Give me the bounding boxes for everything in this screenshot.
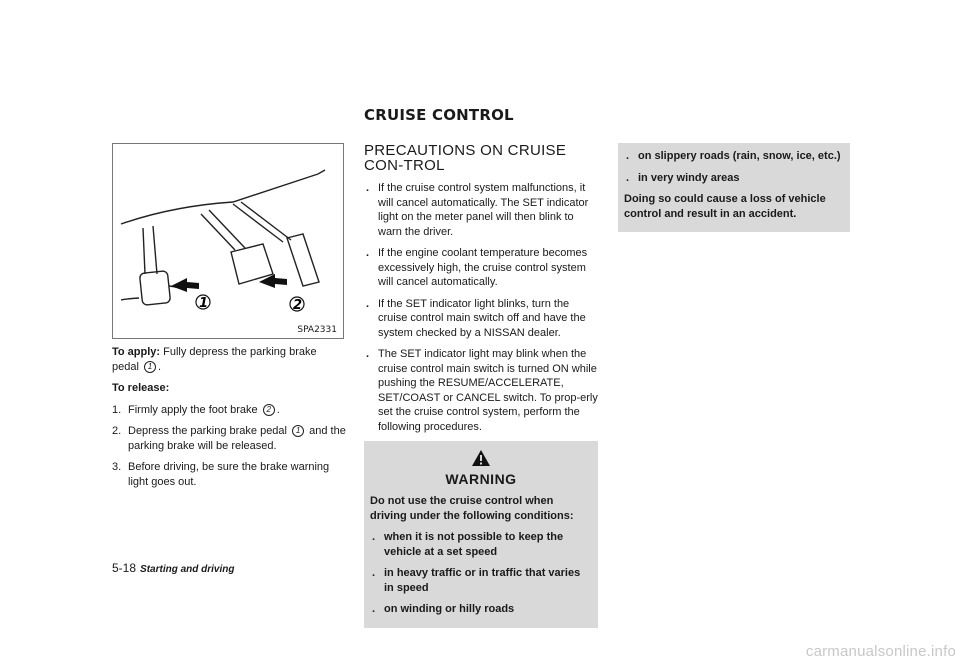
list-item: 3. Before driving, be sure the brake warning light goes out. — [112, 461, 330, 488]
warning-header — [370, 449, 592, 486]
warning-triangle-icon — [471, 449, 491, 472]
list-item: . in very windy areas — [626, 171, 740, 184]
precautions-section — [364, 143, 598, 628]
list-item: . on winding or hilly roads — [372, 603, 515, 615]
parking-brake-instructions — [112, 345, 346, 496]
warning-continued — [618, 143, 850, 232]
list-item: . The SET indicator light may blink when the cruise control main switch is turned ON while pushing the RESUME/ACCELERATE, SET/COAST or CANCEL switch. To prop-erly set the cruise control system, perform the following procedures. — [366, 348, 598, 433]
list-item: . If the SET indicator light blinks, turn the cruise control main switch off and have the system checked by a NISSAN dealer. — [366, 297, 586, 339]
callout-2: 2 — [293, 298, 303, 313]
figure-code: SPA2331 — [297, 325, 337, 335]
precautions-list — [364, 181, 598, 434]
list-item: . on slippery roads (rain, snow, ice, etc.) — [626, 150, 841, 162]
pedal-drawing — [113, 144, 343, 338]
list-item: . If the engine coolant temperature becomes excessively high, the cruise control system will cancel automatically. — [366, 247, 588, 288]
apply-text: Fully depress the parking brake pedal — [112, 346, 317, 373]
warning-box — [364, 441, 598, 628]
page-number: 5-18 — [112, 561, 137, 575]
warning-list — [370, 530, 592, 617]
warning-box-continued — [618, 143, 850, 232]
warning-intro: Do not use the cruise control when driving under the following conditions: — [370, 495, 574, 522]
callout-ref: 1 — [144, 361, 156, 373]
callout-ref: 1 — [292, 425, 304, 437]
precautions-heading: PRECAUTIONS ON CRUISE CON-TROL — [364, 142, 567, 174]
warning-title: WARNING — [445, 470, 517, 487]
list-item: . If the cruise control system malfunctions, it will cancel automatically. The SET indicator light on the meter panel will then blink to warn the driver. — [366, 182, 589, 238]
apply-paragraph: To apply: Fully depress the parking brake pedal 1 . — [112, 346, 317, 373]
section-title: CRUISE CONTROL — [364, 106, 514, 124]
page-footer — [112, 561, 234, 575]
footer-section: Starting and driving — [140, 564, 235, 575]
apply-label: To apply: — [112, 346, 161, 358]
callout-ref: 2 — [263, 404, 275, 416]
warning-list-continued — [624, 149, 844, 185]
watermark: carmanualsonline.info — [805, 643, 956, 660]
list-item: . in heavy traffic or in traffic that varies in speed — [372, 567, 581, 594]
release-steps — [112, 403, 346, 490]
list-item: 1. Firmly apply the foot brake 2 . — [112, 403, 280, 416]
list-item: 2. Depress the parking brake pedal 1 and the parking brake will be released. — [112, 425, 346, 452]
release-label: To release: — [112, 382, 170, 394]
warning-closing: Doing so could cause a loss of vehicle control and result in an accident. — [624, 193, 826, 220]
pedal-illustration — [112, 143, 344, 339]
callout-1: 1 — [199, 296, 209, 311]
list-item: . when it is not possible to keep the vehicle at a set speed — [372, 531, 564, 558]
